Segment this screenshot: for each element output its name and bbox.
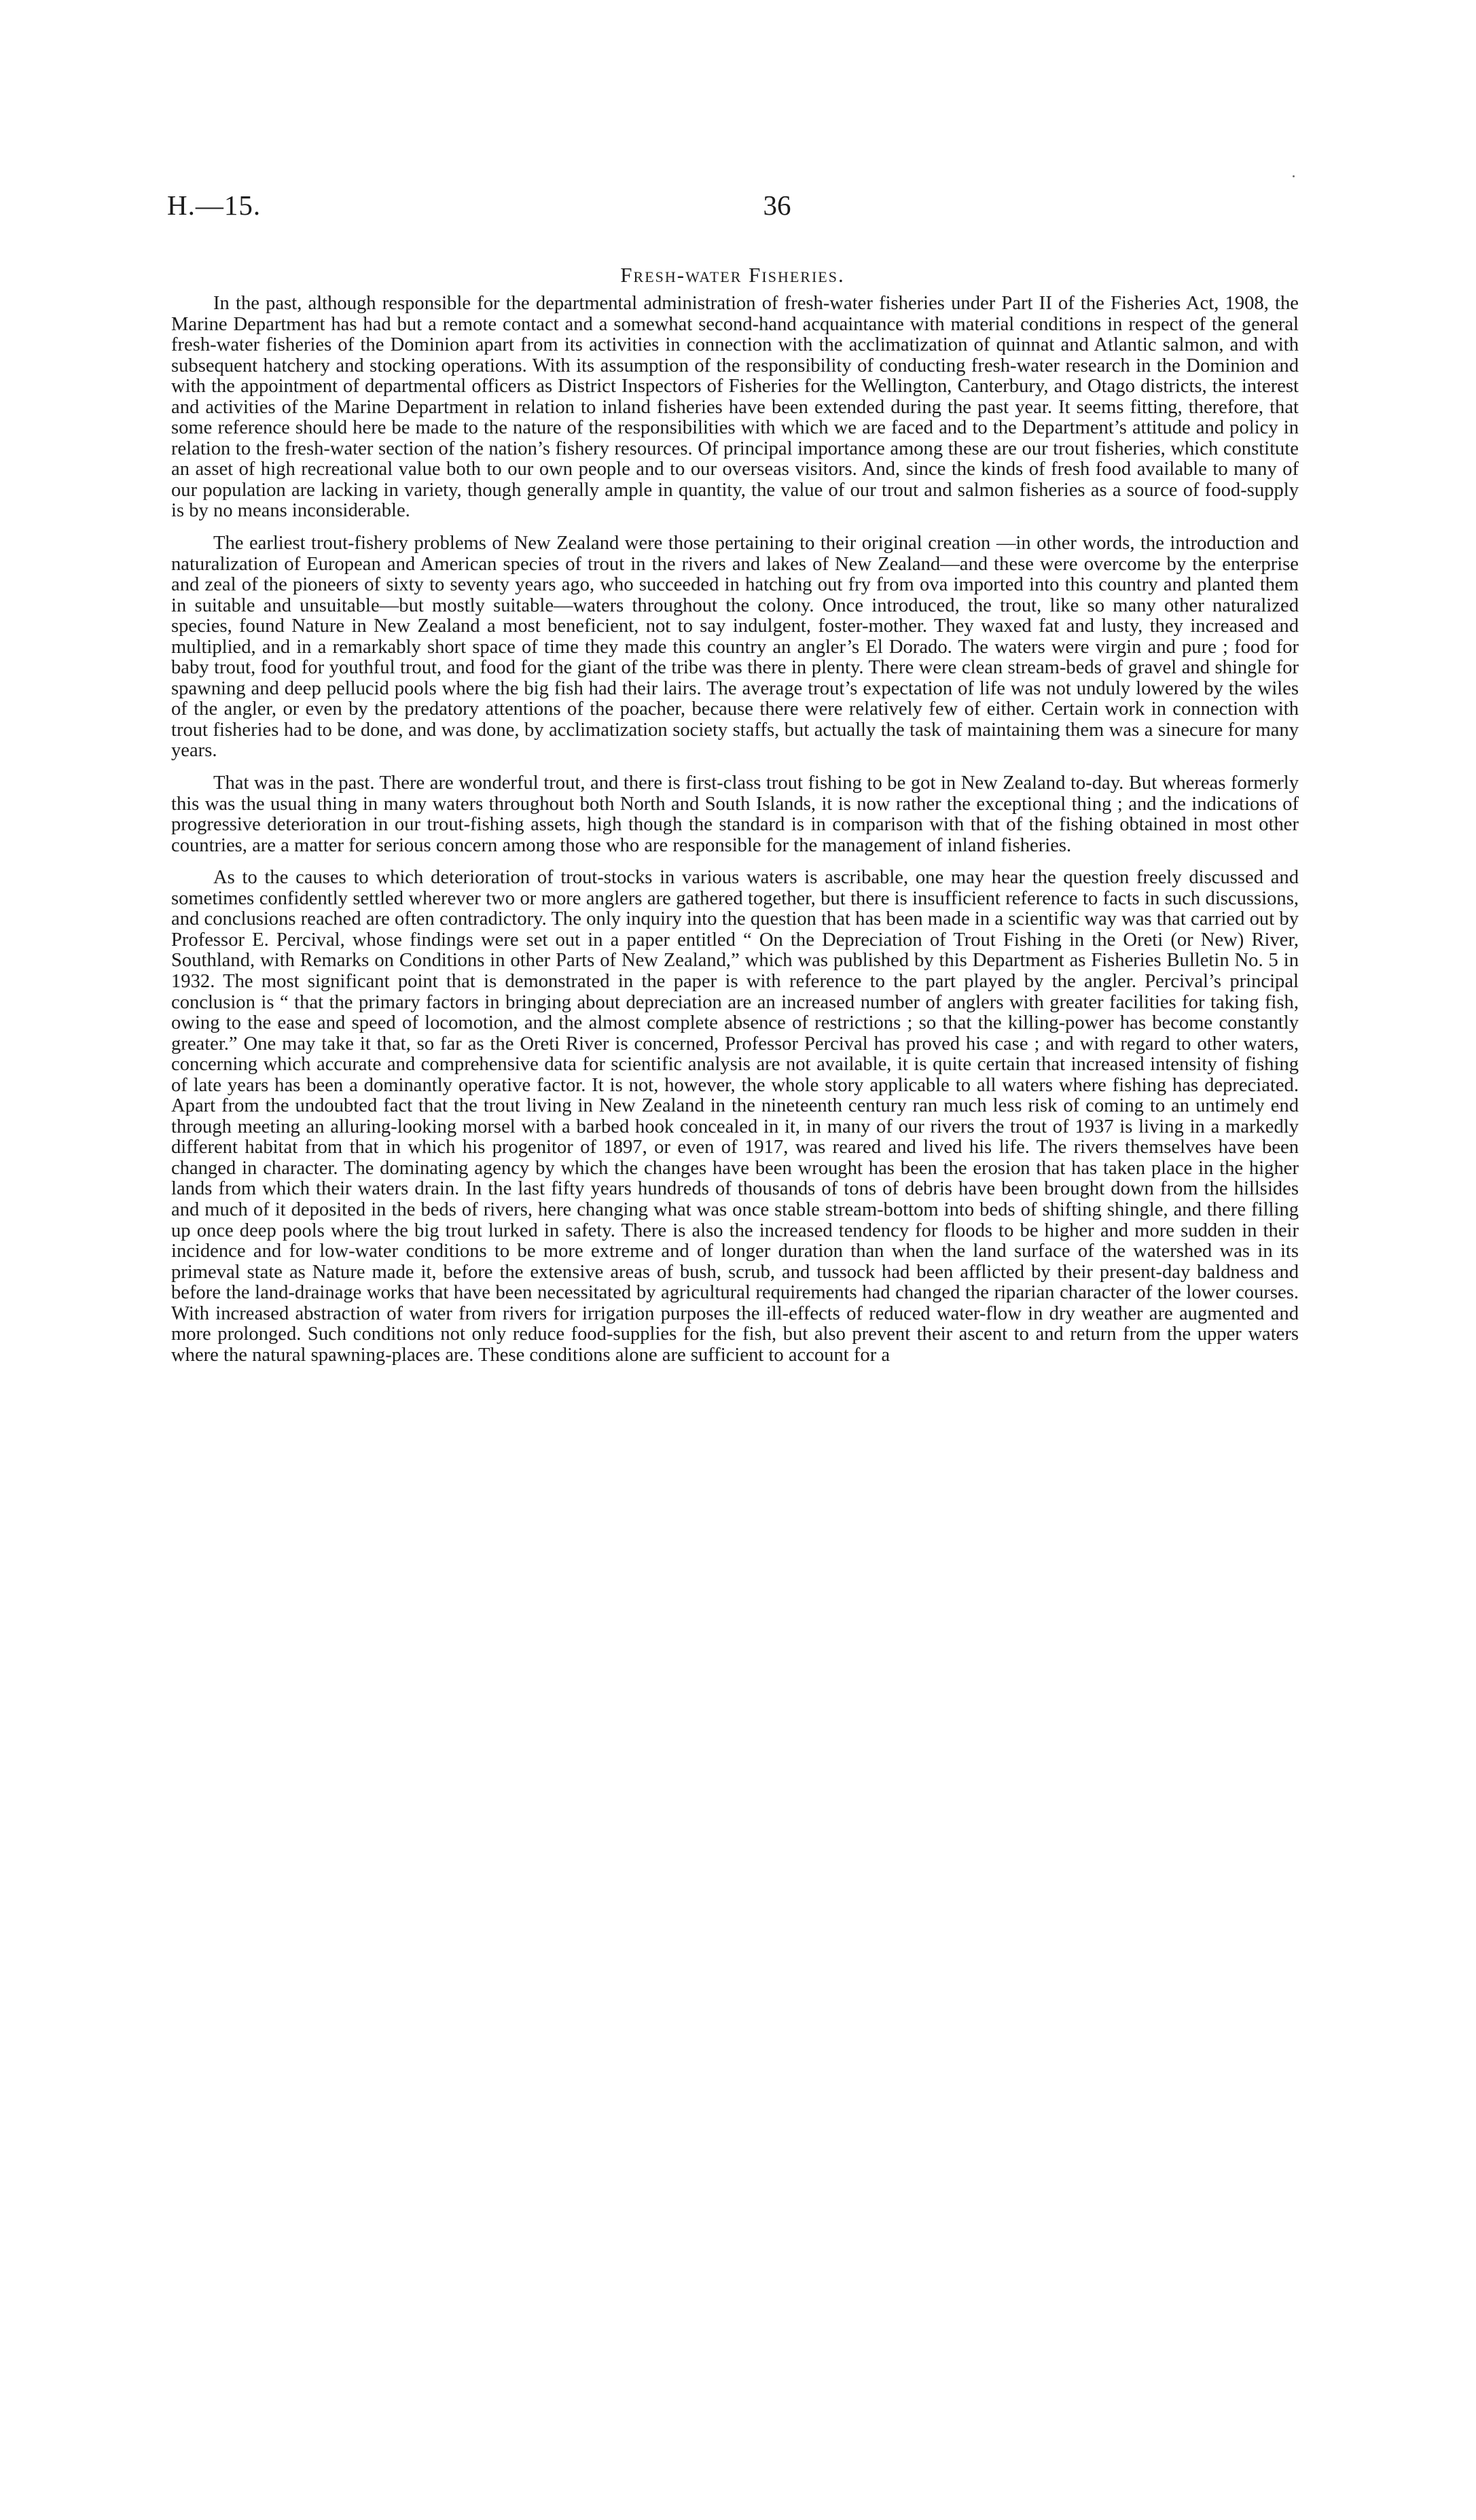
page-number: 36	[763, 190, 791, 221]
paragraph: As to the causes to which deterioration of trout-stocks in various waters is ascribable, one may hear the question freely discussed and sometimes confidently settled wherever two or more anglers are gathered together, but there is insufficient reference to facts in such discussions, and conclusions reached are often contradictory. The only inquiry into the question that has been made in a scientific way was that carried out by Professor E. Percival, whose findings were set out in a paper entitled “ On the Depreciation of Trout Fishing in the Oreti (or New) River, Southland, with Remarks on Conditions in other Parts of New Zealand,” which was published by this Department as Fisheries Bulletin No. 5 in 1932. The most significant point that is demonstrated in the paper is with reference to the part played by the angler. Percival’s principal conclusion is “ that the primary factors in bringing about depreciation are an increased number of anglers with greater facilities for taking fish, owing to the ease and speed of locomotion, and the almost complete absence of restrictions ; so that the killing-power has become constantly greater.” One may take it that, so far as the Oreti River is concerned, Professor Percival has proved his case ; and with regard to other waters, concerning which accurate and comprehensive data for scientific analysis are not available, it is quite certain that increased intensity of fishing of late years has been a dominantly operative factor. It is not, however, the whole story applicable to all waters where fishing has depreciated. Apart from the undoubted fact that the trout living in New Zealand in the nineteenth century ran much less risk of coming to an untimely end through meeting an alluring-looking morsel with a barbed hook concealed in it, in many of our rivers the trout of 1937 is living in a markedly different habitat from that in which his progenitor of 1897, or even of 1917, was reared and lived his life. The rivers themselves have been changed in character. The dominating agency by which the changes have been wrought has been the erosion that has taken place in the higher lands from which their waters drain. In the last fifty years hundreds of thousands of tons of debris have been brought down from the hillsides and much of it deposited in the beds of rivers, here changing what was once stable stream-bottom into beds of shifting shingle, and there filling up once deep pools where the big trout lurked in safety. There is also the increased tendency for floods to be higher and more sudden in their incidence and for low-water conditions to be more extreme and of longer duration than when the land surface of the watershed was in its primeval state as Nature made it, before the extensive areas of bush, scrub, and tussock had been afflicted by their present-day baldness and before the land-drainage works that have been necessitated by agricultural requirements had changed the riparian character of the lower courses. With increased abstraction of water from rivers for irrigation purposes the ill-effects of reduced water-flow in dry weather are augmented and more prolonged. Such conditions not only reduce food-supplies for the fish, but also prevent their ascent to and return from the upper waters where the natural spawning-places are. These conditions alone are sufficient to account for a	[171, 867, 1299, 1366]
page-header	[167, 185, 1295, 226]
paragraph: That was in the past. There are wonderful trout, and there is first-class trout fishing to be got in New Zealand to-day. But whereas formerly this was the usual thing in many waters throughout both North and South Islands, it is now rather the exceptional thing ; and the indications of progressive deterioration in our trout-fishing assets, high though the standard is in comparison with that of the fishing obtained in most other countries, are a matter for serious concern among those who are responsible for the management of inland fisheries.	[171, 773, 1299, 856]
paragraph: In the past, although responsible for the departmental administration of fresh-water fisheries under Part II of the Fisheries Act, 1908, the Marine Department has had but a remote contact and a somewhat second-hand acquaintance with material conditions in respect of the general fresh-water fisheries of the Dominion apart from its activities in connection with the acclimatization of quinnat and Atlantic salmon, and with subsequent hatchery and stocking operations. With its assumption of the responsibility of conducting fresh-water research in the Dominion and with the appointment of departmental officers as District Inspectors of Fisheries for the Wellington, Canterbury, and Otago districts, the interest and activities of the Marine Department in relation to inland fisheries have been extended during the past year. It seems fitting, therefore, that some reference should here be made to the nature of the responsibilities with which we are faced and to the Department’s attitude and policy in relation to the fresh-water section of the nation’s fishery resources. Of principal importance among these are our trout fisheries, which constitute an asset of high recreational value both to our own people and to our overseas visitors. And, since the kinds of fresh food available to many of our population are lacking in variety, though generally ample in quantity, the value of our trout and salmon fisheries as a source of food-supply is by no means inconsiderable.	[171, 293, 1299, 522]
document-reference: H.—15.	[167, 190, 262, 221]
margin-dot-mark	[1293, 175, 1295, 177]
paragraph: The earliest trout-fishery problems of New Zealand were those pertaining to their original creation —in other words, the introduction and naturalization of European and American species of trout in the rivers and lakes of New Zealand—and these were overcome by the enterprise and zeal of the pioneers of sixty to seventy years ago, who succeeded in hatching out fry from ova imported into this country and planted them in suitable and unsuitable—but mostly suitable—waters throughout the colony. Once introduced, the trout, like so many other naturalized species, found Nature in New Zealand a most beneficient, not to say indulgent, foster-mother. They waxed fat and lusty, they increased and multiplied, and in a remarkably short space of time they made this country an angler’s El Dorado. The waters were virgin and pure ; food for baby trout, food for youthful trout, and food for the giant of the tribe was there in plenty. There were clean stream-beds of gravel and shingle for spawning and deep pellucid pools where the big fish had their lairs. The average trout’s expectation of life was not unduly lowered by the wiles of the angler, or even by the predatory attentions of the poacher, because there were relatively few of either. Certain work in connection with trout fisheries had to be done, and was done, by acclimatization society staffs, but actually the task of maintaining them was a sinecure for many years.	[171, 533, 1299, 762]
section-title: Fresh-water Fisheries.	[620, 263, 845, 287]
body-text	[171, 294, 1299, 1377]
